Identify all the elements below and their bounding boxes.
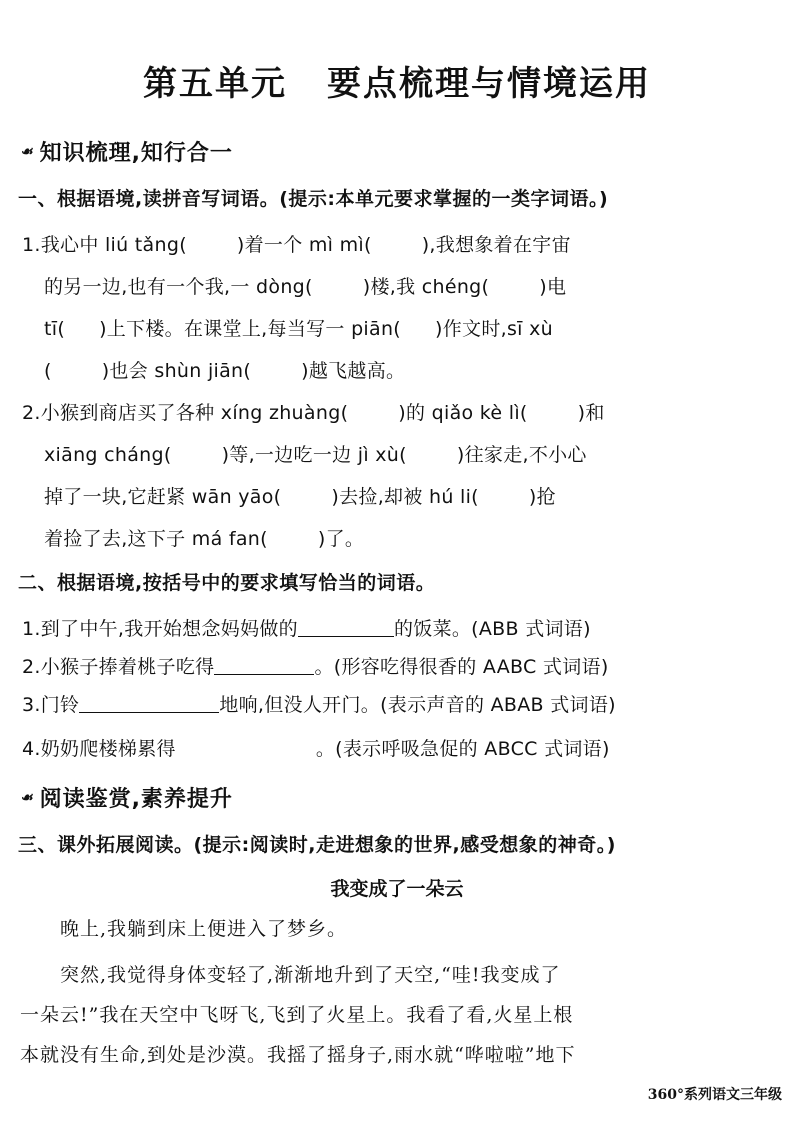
q1-line-1: 1.我心中 liú tǎng( )着一个 mì mì( ),我想象着在宇宙 xyxy=(22,234,571,256)
q1-line-7: 掉了一块,它赶紧 wān yāo( )去捡,却被 hú li( )抢 xyxy=(44,486,556,508)
fill-blank-line[interactable] xyxy=(79,694,219,713)
story-title: 我变成了一朵云 xyxy=(330,878,464,900)
section-heading-reading xyxy=(20,782,233,813)
q2-item-4: 4.奶奶爬楼梯累得 。(表示呼吸急促的 ABCC 式词语) xyxy=(22,738,610,760)
pinyin: piān xyxy=(351,318,394,340)
unit-subtitle: 要点梳理与情境运用 xyxy=(327,64,651,104)
question-1-heading: 一、根据语境,读拼音写词语。(提示:本单元要求掌握的一类字词语。) xyxy=(18,188,609,210)
fill-blank-line[interactable] xyxy=(214,656,314,675)
q2-item-2: 2.小猴子捧着桃子吃得 。(形容吃得很香的 AABC 式词语) xyxy=(22,656,609,678)
pinyin: shùn jiān xyxy=(154,360,244,382)
story-paragraph-2-line-1: 突然,我觉得身体变轻了,渐渐地升到了天空,“哇!我变成了 xyxy=(60,964,561,986)
q1-line-8: 着捡了去,这下子 má fan( )了。 xyxy=(44,528,365,550)
pinyin: jì xù xyxy=(357,444,400,466)
section-label: 知识梳理,知行合一 xyxy=(39,141,233,166)
pinyin: xiāng cháng xyxy=(44,444,164,466)
pinyin: má fan xyxy=(191,528,261,550)
pinyin: wān yāo xyxy=(191,486,274,508)
q2-item-1: 1.到了中午,我开始想念妈妈做的 的饭菜。(ABB 式词语) xyxy=(22,618,591,640)
series-footer: 360°系列语文三年级 xyxy=(647,1087,782,1103)
story-paragraph-1: 晚上,我躺到床上便进入了梦乡。 xyxy=(60,918,348,940)
story-paragraph-2-line-3: 本就没有生命,到处是沙漠。我摇了摇身子,雨水就“哗啦啦”地下 xyxy=(20,1044,576,1066)
pinyin: chéng xyxy=(421,276,482,298)
pinyin: dòng xyxy=(256,276,306,298)
question-3-heading: 三、课外拓展阅读。(提示:阅读时,走进想象的世界,感受想象的神奇。) xyxy=(18,834,616,856)
ornament-icon: ☙ xyxy=(20,143,34,160)
pinyin: tī xyxy=(44,318,58,340)
pinyin: mì mì xyxy=(308,234,364,256)
section-label: 阅读鉴赏,素养提升 xyxy=(39,787,233,812)
pinyin: hú li xyxy=(428,486,472,508)
q2-item-3: 3.门铃 地响,但没人开门。(表示声音的 ABAB 式词语) xyxy=(22,694,616,716)
q1-line-3: tī( )上下楼。在课堂上,每当写一 piān( )作文时,sī xù xyxy=(44,318,553,340)
pinyin: sī xù xyxy=(506,318,553,340)
q1-line-2: 的另一边,也有一个我,一 dòng( )楼,我 chéng( )电 xyxy=(44,276,567,298)
unit-label: 第五单元 xyxy=(143,64,287,104)
section-heading-knowledge xyxy=(20,136,233,167)
story-paragraph-2-line-2: 一朵云!”我在天空中飞呀飞,飞到了火星上。我看了看,火星上根 xyxy=(20,1004,574,1026)
pinyin: xíng zhuàng xyxy=(220,402,341,424)
page-title xyxy=(0,56,794,105)
q1-line-4: ( )也会 shùn jiān( )越飞越高。 xyxy=(44,360,406,382)
pinyin: qiǎo kè lì xyxy=(431,402,520,424)
question-2-heading: 二、根据语境,按括号中的要求填写恰当的词语。 xyxy=(18,572,436,594)
q1-line-6: xiāng cháng( )等,一边吃一边 jì xù( )往家走,不小心 xyxy=(44,444,587,466)
pinyin: liú tǎng xyxy=(104,234,180,256)
fill-blank-line[interactable] xyxy=(298,618,394,637)
q1-line-5: 2.小猴到商店买了各种 xíng zhuàng( )的 qiǎo kè lì( )和 xyxy=(22,402,605,424)
ornament-icon: ☙ xyxy=(20,789,34,806)
